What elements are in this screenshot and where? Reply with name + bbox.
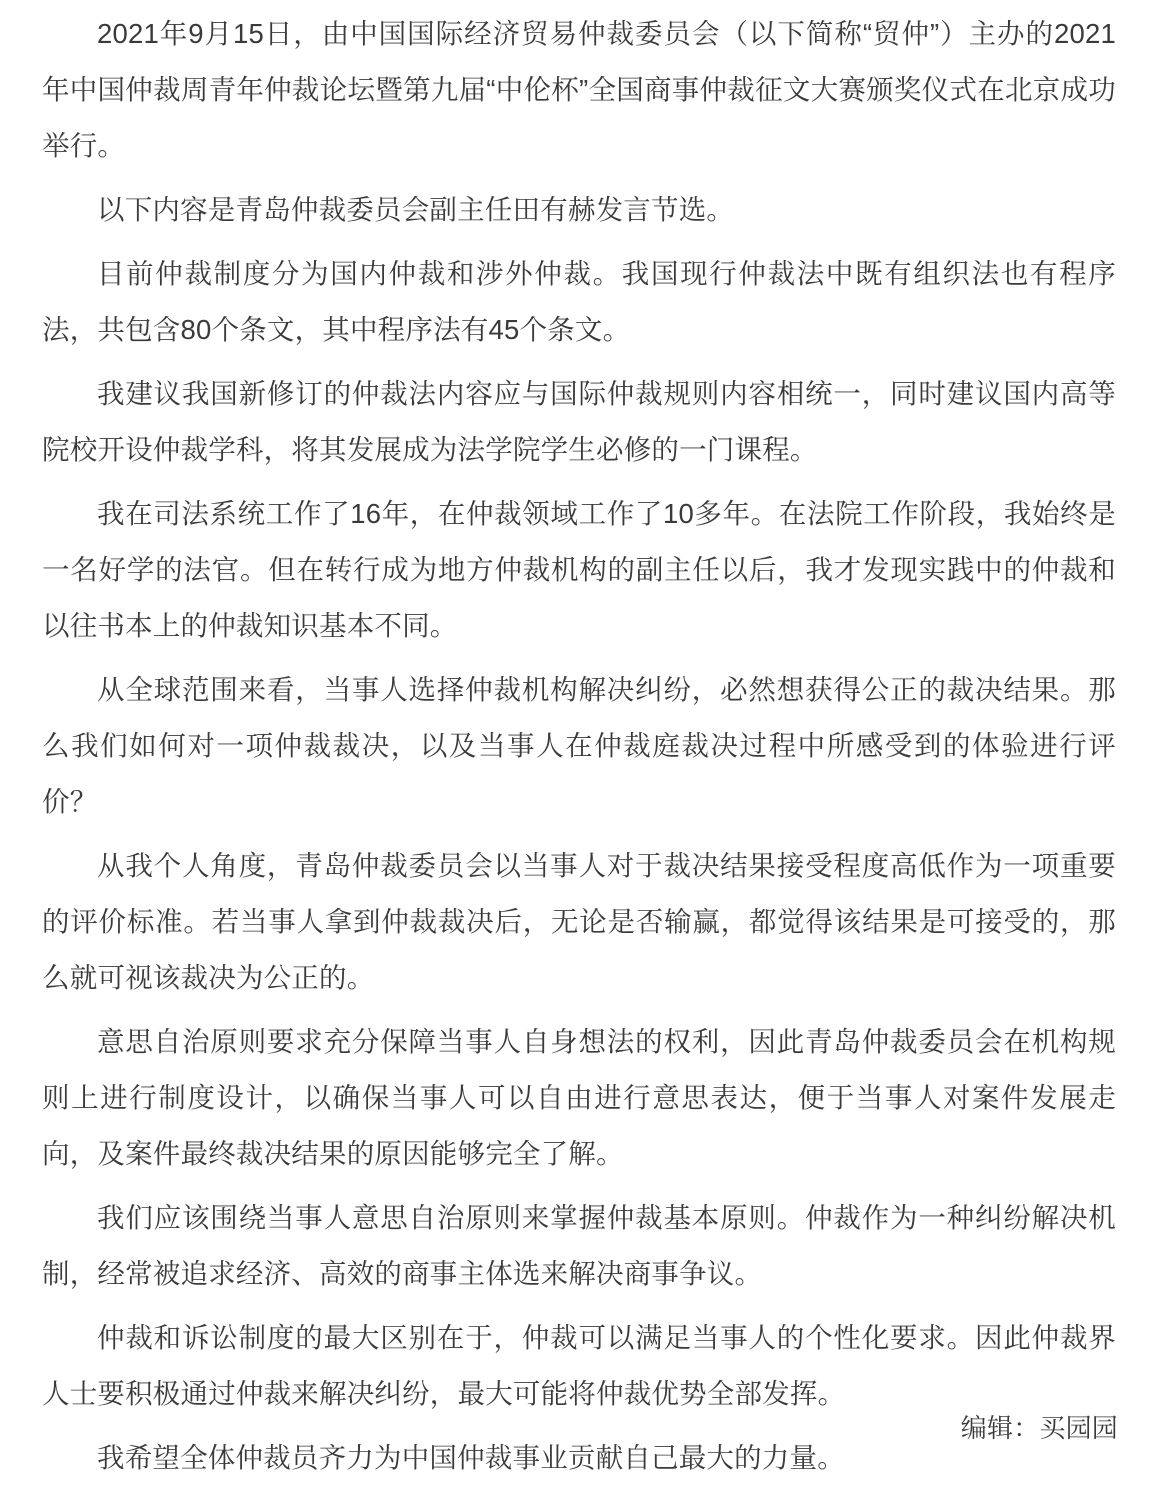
- paragraph-speaker-note: 以下内容是青岛仲裁委员会副主任田有赫发言节选。: [97, 194, 735, 225]
- paragraph-recommendation: 我建议我国新修订的仲裁法内容应与国际仲裁规则内容相统一，同时建议国内高等院校开设仲裁学科，将其发展成为法学院学生必修的一门课程。: [42, 378, 1116, 465]
- paragraph-party-autonomy: 意思自治原则要求充分保障当事人自身想法的权利，因此青岛仲裁委员会在机构规则上进行制度设计，以确保当事人可以自由进行意思表达，便于当事人对案件发展走向，及案件最终裁决结果的原因能够完全了解。: [42, 1026, 1116, 1169]
- paragraph-personal-view: 从我个人角度，青岛仲裁委员会以当事人对于裁决结果接受程度高低作为一项重要的评价标准。若当事人拿到仲裁裁决后，无论是否输赢，都觉得该结果是可接受的，那么就可视该裁决为公正的。: [42, 850, 1116, 993]
- article-footer: [718, 1408, 1118, 1448]
- paragraph-arbitration-vs-litigation: 仲裁和诉讼制度的最大区别在于，仲裁可以满足当事人的个性化要求。因此仲裁界人士要积极通过仲裁来解决纠纷，最大可能将仲裁优势全部发挥。: [42, 1322, 1116, 1409]
- article-body: [42, 6, 1116, 1494]
- paragraph-current-system: 目前仲裁制度分为国内仲裁和涉外仲裁。我国现行仲裁法中既有组织法也有程序法，共包含80个条文，其中程序法有45个条文。: [42, 258, 1116, 345]
- paragraph-closing-wish: 我希望全体仲裁员齐力为中国仲裁事业贡献自己最大的力量。: [97, 1442, 845, 1473]
- editor-credit: 编辑：买园园: [960, 1413, 1118, 1443]
- paragraph-global-view: 从全球范围来看，当事人选择仲裁机构解决纠纷，必然想获得公正的裁决结果。那么我们如何对一项仲裁裁决，以及当事人在仲裁庭裁决过程中所感受到的体验进行评价？: [42, 674, 1116, 817]
- paragraph-basic-principles: 我们应该围绕当事人意思自治原则来掌握仲裁基本原则。仲裁作为一种纠纷解决机制，经常被追求经济、高效的商事主体选来解决商事争议。: [42, 1202, 1116, 1289]
- paragraph-career-history: 我在司法系统工作了16年，在仲裁领域工作了10多年。在法院工作阶段，我始终是一名好学的法官。但在转行成为地方仲裁机构的副主任以后，我才发现实践中的仲裁和以往书本上的仲裁知识基本不同。: [42, 498, 1116, 641]
- paragraph-intro: 2021年9月15日，由中国国际经济贸易仲裁委员会（以下简称“贸仲”）主办的2021年中国仲裁周青年仲裁论坛暨第九届“中伦杯”全国商事仲裁征文大赛颁奖仪式在北京成功举行。: [42, 18, 1116, 161]
